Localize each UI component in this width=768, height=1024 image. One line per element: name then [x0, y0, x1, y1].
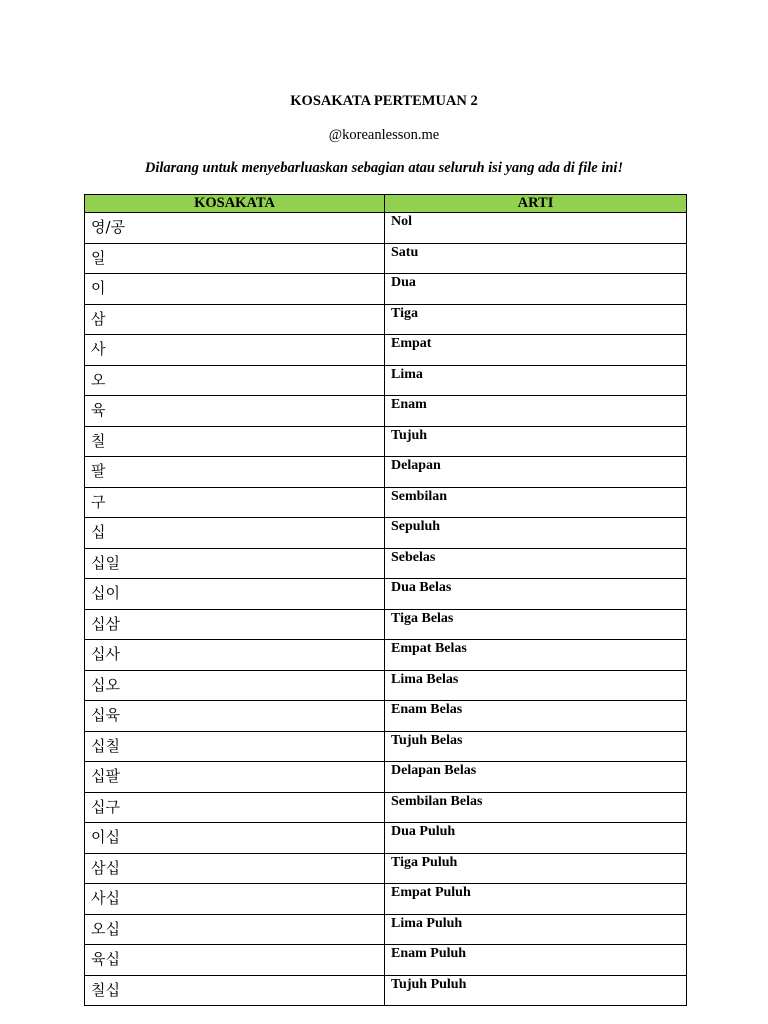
table-row [85, 457, 687, 488]
table-row [85, 670, 687, 701]
kosakata-cell: 십팔 [85, 762, 385, 793]
kosakata-cell: 사십 [85, 884, 385, 915]
arti-cell: Enam Puluh [385, 945, 687, 976]
table-body [85, 213, 687, 1006]
table-row [85, 396, 687, 427]
table-row [85, 609, 687, 640]
kosakata-cell: 십삼 [85, 609, 385, 640]
arti-cell: Tujuh [385, 426, 687, 457]
arti-cell: Sembilan Belas [385, 792, 687, 823]
arti-cell: Tujuh Puluh [385, 975, 687, 1006]
arti-cell: Enam Belas [385, 701, 687, 732]
arti-cell: Dua Puluh [385, 823, 687, 854]
kosakata-cell: 십일 [85, 548, 385, 579]
table-row [85, 823, 687, 854]
table-row [85, 701, 687, 732]
table-row [85, 274, 687, 305]
table-row [85, 914, 687, 945]
table-row [85, 762, 687, 793]
kosakata-cell: 십구 [85, 792, 385, 823]
kosakata-cell: 십육 [85, 701, 385, 732]
kosakata-cell: 구 [85, 487, 385, 518]
arti-cell: Delapan Belas [385, 762, 687, 793]
table-row [85, 365, 687, 396]
arti-cell: Tiga Belas [385, 609, 687, 640]
table-row [85, 487, 687, 518]
kosakata-cell: 팔 [85, 457, 385, 488]
table-row [85, 518, 687, 549]
vocabulary-table [84, 194, 687, 1006]
column-header-kosakata: KOSAKATA [85, 195, 385, 213]
column-header-arti: ARTI [385, 195, 687, 213]
kosakata-cell: 칠십 [85, 975, 385, 1006]
table-row [85, 335, 687, 366]
table-row [85, 243, 687, 274]
arti-cell: Empat [385, 335, 687, 366]
copyright-warning: Dilarang untuk menyebarluaskan sebagian atau seluruh isi yang ada di file ini! [144, 160, 624, 176]
table-row [85, 213, 687, 244]
table-row [85, 792, 687, 823]
arti-cell: Nol [385, 213, 687, 244]
kosakata-cell: 육 [85, 396, 385, 427]
kosakata-cell: 오 [85, 365, 385, 396]
table-row [85, 945, 687, 976]
kosakata-cell: 이십 [85, 823, 385, 854]
table-row [85, 731, 687, 762]
kosakata-cell: 십사 [85, 640, 385, 671]
table-row [85, 975, 687, 1006]
table-row [85, 853, 687, 884]
kosakata-cell: 오십 [85, 914, 385, 945]
arti-cell: Lima Belas [385, 670, 687, 701]
document-title: KOSAKATA PERTEMUAN 2 [290, 93, 478, 109]
table-row [85, 640, 687, 671]
arti-cell: Tujuh Belas [385, 731, 687, 762]
arti-cell: Lima Puluh [385, 914, 687, 945]
arti-cell: Lima [385, 365, 687, 396]
kosakata-cell: 십이 [85, 579, 385, 610]
arti-cell: Empat Belas [385, 640, 687, 671]
arti-cell: Delapan [385, 457, 687, 488]
kosakata-cell: 일 [85, 243, 385, 274]
kosakata-cell: 삼십 [85, 853, 385, 884]
arti-cell: Tiga Puluh [385, 853, 687, 884]
arti-cell: Sepuluh [385, 518, 687, 549]
table-row [85, 426, 687, 457]
kosakata-cell: 삼 [85, 304, 385, 335]
kosakata-cell: 사 [85, 335, 385, 366]
arti-cell: Tiga [385, 304, 687, 335]
arti-cell: Empat Puluh [385, 884, 687, 915]
table-row [85, 884, 687, 915]
kosakata-cell: 이 [85, 274, 385, 305]
kosakata-cell: 십오 [85, 670, 385, 701]
arti-cell: Sebelas [385, 548, 687, 579]
arti-cell: Satu [385, 243, 687, 274]
arti-cell: Dua Belas [385, 579, 687, 610]
arti-cell: Sembilan [385, 487, 687, 518]
kosakata-cell: 육십 [85, 945, 385, 976]
arti-cell: Dua [385, 274, 687, 305]
kosakata-cell: 십칠 [85, 731, 385, 762]
kosakata-cell: 칠 [85, 426, 385, 457]
table-header-row [85, 195, 687, 213]
arti-cell: Enam [385, 396, 687, 427]
table-row [85, 304, 687, 335]
kosakata-cell: 십 [85, 518, 385, 549]
table-row [85, 548, 687, 579]
table-row [85, 579, 687, 610]
kosakata-cell: 영/공 [85, 213, 385, 244]
author-handle: @koreanlesson.me [328, 127, 440, 143]
